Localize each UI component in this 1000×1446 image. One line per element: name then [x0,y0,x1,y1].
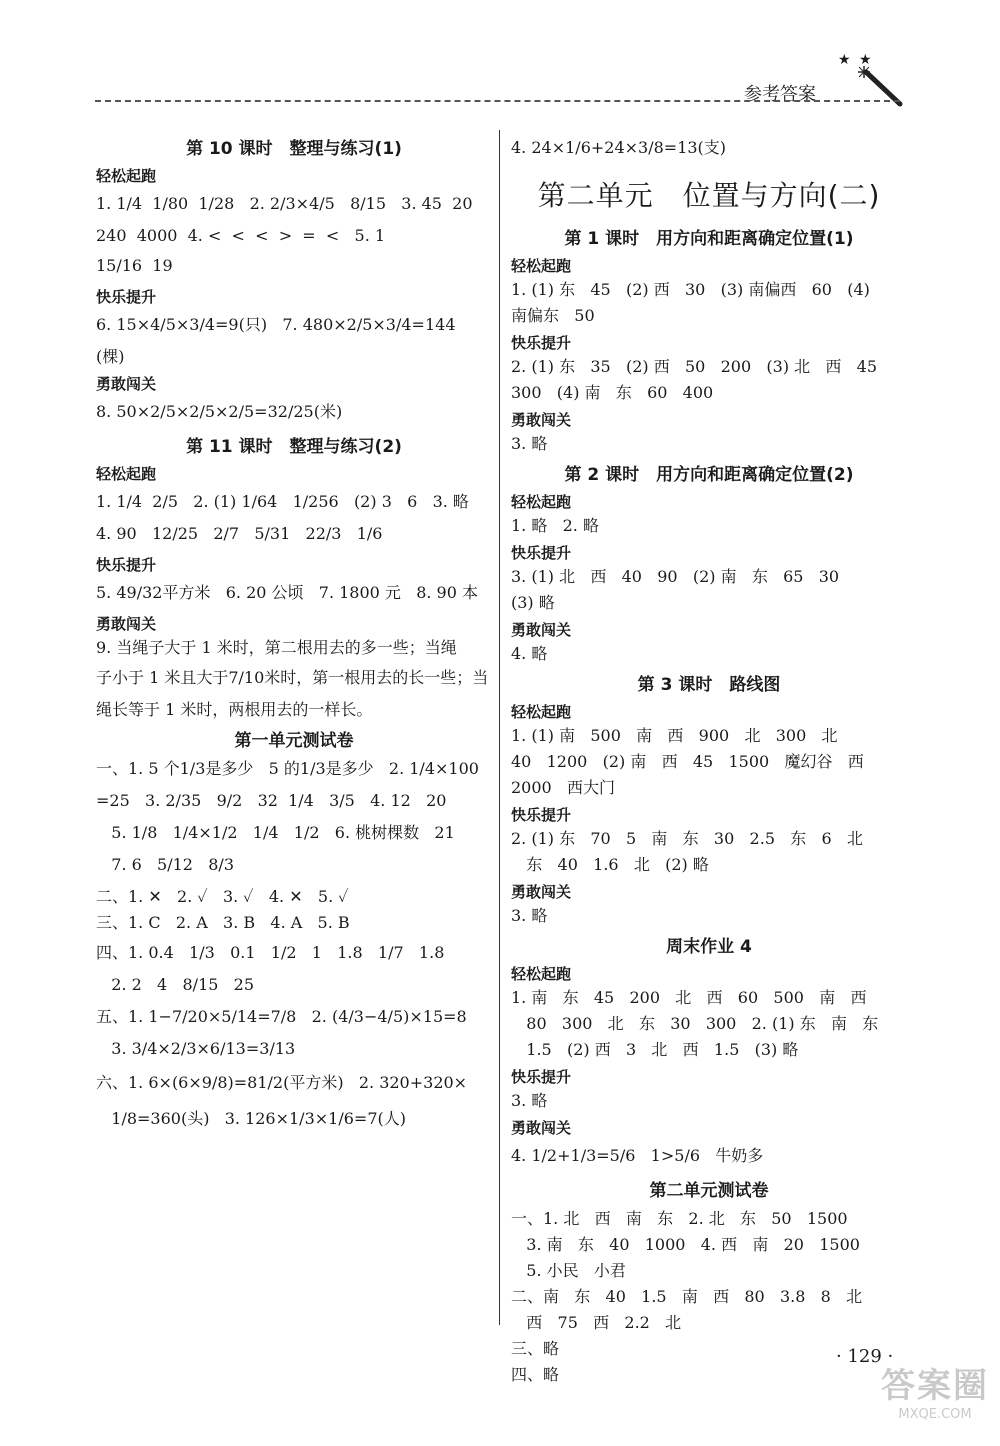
subsection-label: 勇敢闯关 [96,375,157,393]
answer-line: 1/8=360(头) 3. 126×1/3×1/6=7(人) [96,1109,406,1128]
answer-line: 3. (1) 北 西 40 90 (2) 南 东 65 30 [511,567,840,586]
answer-line: 2. 2 4 8/15 25 [96,975,255,994]
page-number: · 129 · [836,1346,894,1367]
column-divider [499,130,500,1325]
section-heading: 周末作业 4 [666,937,752,957]
answer-line: 8. 50×2/5×2/5×2/5=32/25(米) [96,402,343,421]
answer-line: 一、1. 5 个1/3是多少 5 的1/3是多少 2. 1/4×100 [96,759,479,778]
watermark-url: MXQE.COM [898,1407,972,1422]
answer-line: 2000 西大门 [511,778,615,797]
answer-line: 五、1. 1−7/20×5/14=7/8 2. (4/3−4/5)×15=8 [96,1007,467,1026]
answer-line: 1. (1) 东 45 (2) 西 30 (3) 南偏西 60 (4) [511,280,870,299]
answer-line: 子小于 1 米且大于7/10米时，第一根用去的长一些；当 [96,668,489,687]
subsection-label: 勇敢闯关 [511,1119,572,1137]
section-heading: 第 1 课时 用方向和距离确定位置(1) [564,229,854,249]
stars-decoration: ★ ★ [838,52,874,68]
answer-line: 2. (1) 东 70 5 南 东 30 2.5 东 6 北 [511,829,863,848]
section-heading: 第一单元测试卷 [234,731,354,751]
answer-line: 四、1. 0.4 1/3 0.1 1/2 1 1.8 1/7 1.8 [96,943,445,962]
right-column [511,130,907,1389]
answer-line: 80 300 北 东 30 300 2. (1) 东 南 东 [511,1014,879,1033]
answer-line: 1. 1/4 2/5 2. (1) 1/64 1/256 (2) 3 6 3. 略 [96,492,469,511]
answer-line: 5. 49/32平方米 6. 20 公顷 7. 1800 元 8. 90 本 [96,583,478,602]
subsection-label: 轻松起跑 [511,257,572,275]
answer-line: 9. 当绳子大于 1 米时，第二根用去的多一些；当绳 [96,638,457,657]
subsection-label: 勇敢闯关 [96,615,157,633]
section-heading: 第 2 课时 用方向和距离确定位置(2) [564,465,854,485]
answer-line: 三、略 [511,1339,560,1358]
subsection-label: 轻松起跑 [511,965,572,983]
answer-line: 1. 南 东 45 200 北 西 60 500 南 西 [511,988,867,1007]
answer-line: 4. 略 [511,644,548,663]
answer-line: 二、1. ✕ 2. ✓ 3. ✓ 4. ✕ 5. ✓ [96,887,349,906]
answer-line: 3. 南 东 40 1000 4. 西 南 20 1500 [511,1235,860,1254]
answer-line: =25 3. 2/35 9/2 32 1/4 3/5 4. 12 20 [96,791,447,810]
answer-line: 40 1200 (2) 南 西 45 1500 魔幻谷 西 [511,752,864,771]
answer-line: 西 75 西 2.2 北 [511,1313,682,1332]
answer-line: 15/16 19 [96,256,173,275]
subsection-label: 勇敢闯关 [511,411,572,429]
answer-line: 东 40 1.6 北 (2) 略 [511,855,709,874]
answer-line: 4. 1/2+1/3=5/6 1>5/6 牛奶多 [511,1146,764,1165]
subsection-label: 轻松起跑 [96,167,157,185]
subsection-label: 快乐提升 [96,556,157,574]
subsection-label: 轻松起跑 [96,465,157,483]
unit-title: 第二单元 位置与方向(二) [537,179,881,212]
answer-line: 4. 24×1/6+24×3/8=13(支) [511,138,727,157]
answer-line: 2. (1) 东 35 (2) 西 50 200 (3) 北 西 45 [511,357,878,376]
answer-line: 7. 6 5/12 8/3 [96,855,234,874]
subsection-label: 勇敢闯关 [511,621,572,639]
subsection-label: 快乐提升 [96,288,157,306]
answer-line: 1. 1/4 1/80 1/28 2. 2/3×4/5 8/15 3. 45 20 [96,194,473,213]
left-column [96,130,492,1139]
answer-line: 240 4000 4. < < < > = < 5. 1 [96,226,386,245]
section-heading: 第 3 课时 路线图 [637,675,781,695]
section-heading: 第 11 课时 整理与练习(2) [186,437,402,457]
answer-line: (3) 略 [511,593,555,612]
answer-line: 3. 略 [511,434,548,453]
answer-line: 1. 略 2. 略 [511,516,599,535]
section-heading: 第 10 课时 整理与练习(1) [186,139,402,159]
subsection-label: 轻松起跑 [511,703,572,721]
header-dashed-rule [95,100,900,102]
answer-line: (棵) [96,347,125,366]
watermark-text: 答案圈 [881,1366,989,1406]
subsection-label: 快乐提升 [511,334,572,352]
answer-line: 一、1. 北 西 南 东 2. 北 东 50 1500 [511,1209,848,1228]
subsection-label: 快乐提升 [511,1068,572,1086]
answer-line: 3. 略 [511,906,548,925]
subsection-label: 快乐提升 [511,544,572,562]
answer-line: 3. 3/4×2/3×6/13=3/13 [96,1039,296,1058]
answer-line: 绳长等于 1 米时，两根用去的一样长。 [96,700,373,719]
subsection-label: 勇敢闯关 [511,883,572,901]
subsection-label: 轻松起跑 [511,493,572,511]
answer-line: 3. 略 [511,1091,548,1110]
header-title: 参考答案 [744,84,816,105]
answer-line: 四、略 [511,1365,560,1384]
answer-line: 6. 15×4/5×3/4=9(只) 7. 480×2/5×3/4=144 [96,315,456,334]
answer-line: 南偏东 50 [511,306,595,325]
answer-line: 六、1. 6×(6×9/8)=81/2(平方米) 2. 320+320× [96,1073,468,1092]
answer-line: 4. 90 12/25 2/7 5/31 22/3 1/6 [96,524,383,543]
answer-line: 二、南 东 40 1.5 南 西 80 3.8 8 北 [511,1287,863,1306]
answer-line: 三、1. C 2. A 3. B 4. A 5. B [96,913,350,932]
watermark-logo [878,1358,992,1438]
answer-line: 300 (4) 南 东 60 400 [511,383,714,402]
answer-line: 5. 小民 小君 [511,1261,626,1280]
answer-line: 1. (1) 南 500 南 西 900 北 300 北 [511,726,838,745]
answer-line: 1.5 (2) 西 3 北 西 1.5 (3) 略 [511,1040,799,1059]
subsection-label: 快乐提升 [511,806,572,824]
section-heading: 第二单元测试卷 [649,1181,769,1201]
answer-line: 5. 1/8 1/4×1/2 1/4 1/2 6. 桃树棵数 21 [96,823,455,842]
